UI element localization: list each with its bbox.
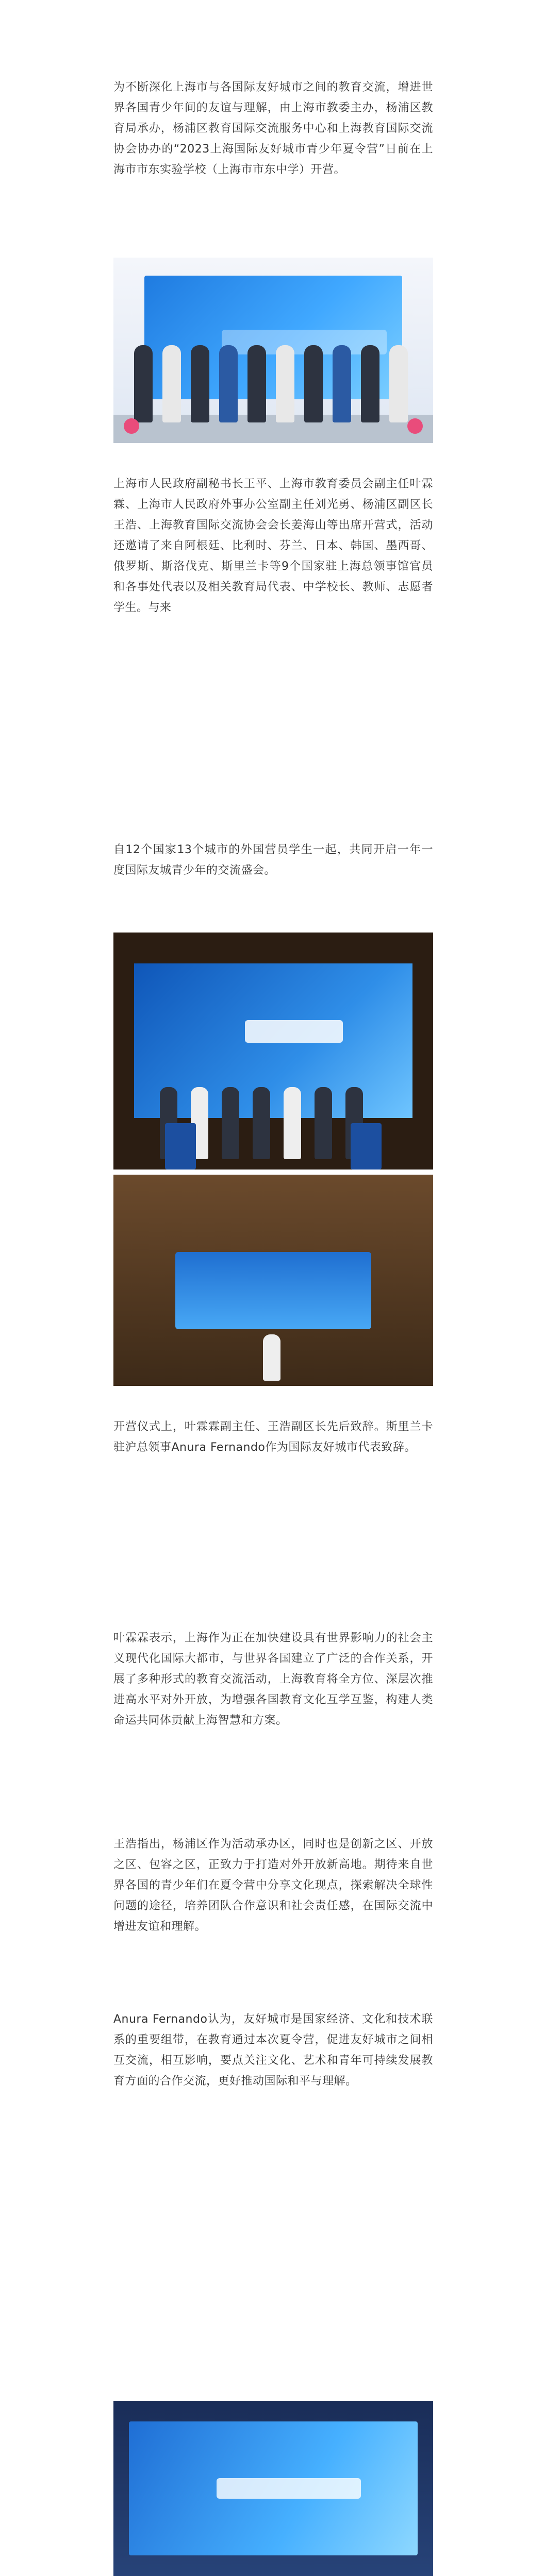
attendees-section-continued bbox=[113, 840, 433, 881]
stage-person bbox=[276, 345, 294, 422]
camp-backdrop-title bbox=[217, 2478, 361, 2499]
wang-speech-section bbox=[113, 1834, 433, 1937]
speech-banner bbox=[175, 1252, 371, 1329]
ceremony-paragraph: 开营仪式上，叶霖霖副主任、王浩副区长先后致辞。斯里兰卡驻沪总领事Anura Fernando作为国际友好城市代表致辞。 bbox=[113, 1420, 433, 1454]
stage-person bbox=[333, 345, 351, 422]
stage-person bbox=[219, 345, 238, 422]
attendees-paragraph: 上海市人民政府副秘书长王平、上海市教育委员会副主任叶霖霖、上海市人民政府外事办公室副主任刘光勇、杨浦区副区长王浩、上海教育国际交流协会会长姜海山等出席开营式，活动还邀请了来自阿根廷、比利时、芬兰、日本、韩国、墨西哥、俄罗斯、斯洛伐克、斯里兰卡等9个国家驻上海总领事馆官员和各事处代表以及相关教育局代表、中学校长、教师、志愿者学生。与来 bbox=[113, 478, 433, 614]
stage-person bbox=[304, 345, 323, 422]
stage-floor bbox=[113, 415, 433, 443]
launch-screen-title bbox=[245, 1020, 343, 1043]
stage-person bbox=[389, 345, 408, 422]
flower-decoration bbox=[407, 418, 423, 434]
camp-crowd bbox=[113, 2550, 433, 2576]
flower-decoration bbox=[124, 418, 139, 434]
ceremony-podium bbox=[165, 1123, 196, 1170]
camp-backdrop bbox=[129, 2421, 418, 2555]
ceremony-podium bbox=[351, 1123, 382, 1170]
stage-person bbox=[134, 345, 153, 422]
wang-speech-paragraph: 王浩指出，杨浦区作为活动承办区，同时也是创新之区、开放之区、包容之区，正致力于打造对外开放新高地。期待来自世界各国的青少年们在夏令营中分享文化现点，探索解决全球性问题的途径，培养团队合作意识和社会责任感，在国际交流中增进友谊和理解。 bbox=[113, 1838, 433, 1933]
ceremony-person bbox=[315, 1087, 332, 1159]
stage-person bbox=[191, 345, 209, 422]
stage-group-photo bbox=[113, 258, 433, 443]
ye-speech-section bbox=[113, 1628, 433, 1731]
launch-ceremony-photo bbox=[113, 933, 433, 1386]
ceremony-person bbox=[222, 1087, 239, 1159]
ye-speech-paragraph: 叶霖霖表示，上海作为正在加快建设具有世界影响力的社会主义现代化国际大都市，与世界各国建立了广泛的合作关系，开展了多种形式的教育交流活动，上海教育将全方位、深层次推进高水平对外开放，为增强各国教育文化互学互鉴，构建人类命运共同体贡献上海智慧和方案。 bbox=[113, 1632, 433, 1727]
stage-person bbox=[247, 345, 266, 422]
youth-group-photo bbox=[113, 2401, 433, 2576]
anura-speech-section bbox=[113, 2009, 433, 2092]
ceremony-person bbox=[284, 1087, 301, 1159]
ceremony-section bbox=[113, 1417, 433, 1458]
photo-divider bbox=[113, 1170, 433, 1175]
stage-person bbox=[162, 345, 181, 422]
stage-person bbox=[361, 345, 379, 422]
ceremony-person bbox=[253, 1087, 270, 1159]
attendees-paragraph-continued: 自12个国家13个城市的外国营员学生一起，共同开启一年一度国际友城青少年的交流盛会。 bbox=[113, 843, 433, 877]
speaker bbox=[263, 1334, 280, 1381]
attendees-section bbox=[113, 474, 433, 618]
anura-speech-paragraph: Anura Fernando认为，友好城市是国家经济、文化和技术联系的重要组带，在教育通过本次夏令营，促进友好城市之间相互交流，相互影响，要点关注文化、艺术和青年可持续发展教育方面的合作交流，更好推动国际和平与理解。 bbox=[113, 2013, 433, 2088]
intro-section bbox=[113, 77, 433, 180]
intro-paragraph: 为不断深化上海市与各国际友好城市之间的教育交流，增进世界各国青少年间的友谊与理解，由上海市教委主办，杨浦区教育局承办，杨浦区教育国际交流服务中心和上海教育国际交流协会协办的“2023上海国际友好城市青少年夏令营”日前在上海市市东实验学校（上海市市东中学）开营。 bbox=[113, 81, 433, 176]
